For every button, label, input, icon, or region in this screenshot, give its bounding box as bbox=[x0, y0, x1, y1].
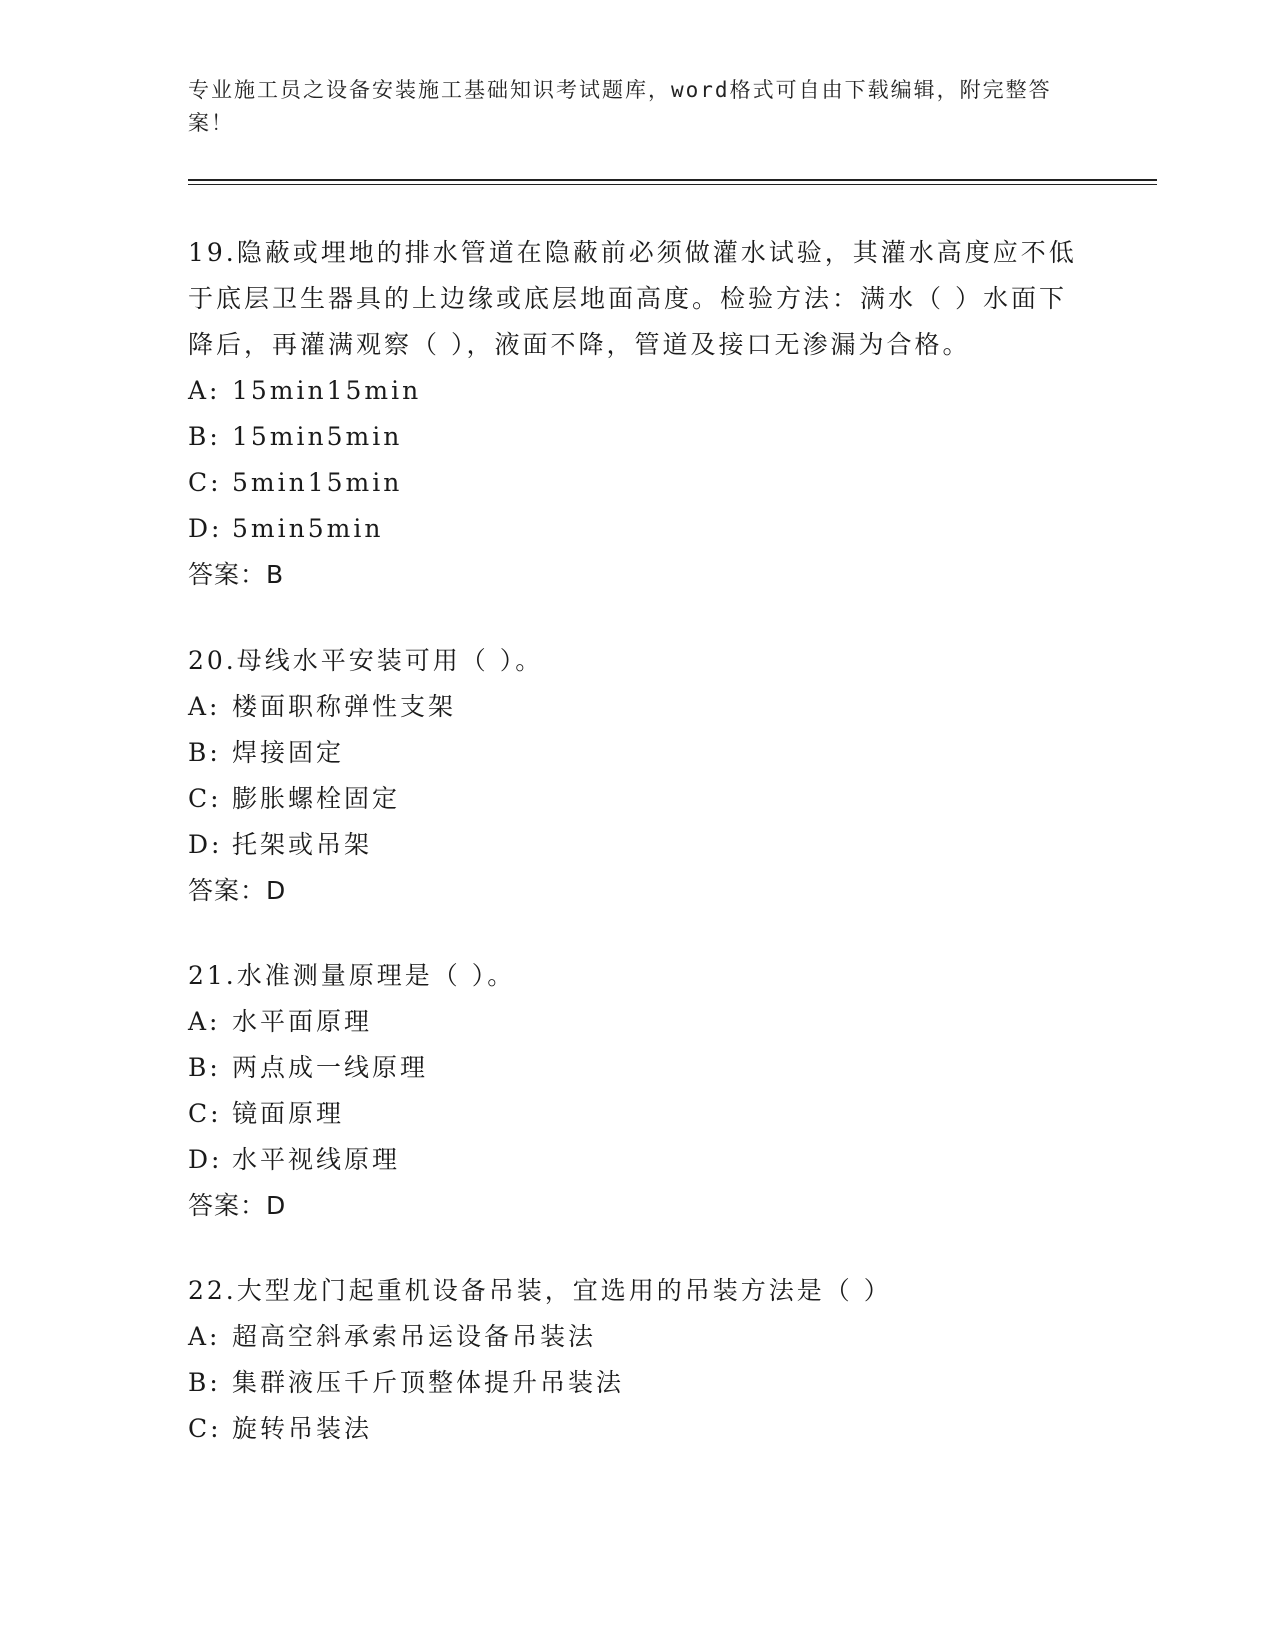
option-letter: D: bbox=[188, 1145, 223, 1174]
option-letter: D: bbox=[188, 514, 223, 543]
option-letter: B: bbox=[188, 1053, 221, 1082]
option-text: 楼面职称弹性支架 bbox=[232, 692, 457, 721]
option-letter: A: bbox=[188, 1322, 221, 1351]
question-22 bbox=[188, 1268, 1088, 1452]
option-text: 水平视线原理 bbox=[232, 1145, 401, 1174]
option-letter: A: bbox=[188, 1007, 221, 1036]
option-letter: C: bbox=[188, 784, 222, 813]
answer-line: 答案：B bbox=[188, 560, 285, 589]
question-text: 水准测量原理是（ ）。 bbox=[236, 961, 516, 990]
question-stem bbox=[188, 638, 1088, 684]
option-text: 托架或吊架 bbox=[232, 830, 373, 859]
question-20 bbox=[188, 638, 1088, 914]
option-a bbox=[188, 684, 1088, 730]
answer-line: 答案：D bbox=[188, 876, 287, 905]
question-stem bbox=[188, 230, 1088, 368]
option-letter: A: bbox=[188, 692, 221, 721]
option-text: 旋转吊装法 bbox=[232, 1414, 373, 1443]
question-text: 大型龙门起重机设备吊装，宜选用的吊装方法是（ ） bbox=[236, 1276, 892, 1305]
option-a bbox=[188, 1314, 1088, 1360]
answer-line: 答案：D bbox=[188, 1191, 287, 1220]
question-number: 22. bbox=[188, 1276, 237, 1305]
option-a bbox=[188, 999, 1088, 1045]
question-number: 19. bbox=[188, 238, 237, 267]
option-letter: C: bbox=[188, 468, 222, 497]
question-21 bbox=[188, 953, 1088, 1229]
question-text: 母线水平安装可用（ ）。 bbox=[236, 646, 544, 675]
option-b bbox=[188, 730, 1088, 776]
option-d bbox=[188, 506, 1088, 552]
question-number: 20. bbox=[188, 646, 237, 675]
header-divider-thick bbox=[188, 179, 1157, 181]
question-stem bbox=[188, 953, 1088, 999]
option-text: 水平面原理 bbox=[232, 1007, 373, 1036]
option-b bbox=[188, 414, 1088, 460]
option-letter: B: bbox=[188, 422, 221, 451]
option-text: 膨胀螺栓固定 bbox=[232, 784, 401, 813]
option-text: 镜面原理 bbox=[232, 1099, 345, 1128]
option-text: 5min15min bbox=[232, 468, 403, 497]
option-letter: D: bbox=[188, 830, 223, 859]
document-header bbox=[188, 74, 1068, 140]
option-letter: C: bbox=[188, 1414, 222, 1443]
question-stem bbox=[188, 1268, 1088, 1314]
question-text: 隐蔽或埋地的排水管道在隐蔽前必须做灌水试验，其灌水高度应不低于底层卫生器具的上边缘或底层地面高度。检验方法：满水（ ）水面下降后，再灌满观察（ ），液面不降，管道及接口无渗漏为合格。 bbox=[188, 238, 1077, 359]
question-number: 21. bbox=[188, 961, 237, 990]
option-letter: B: bbox=[188, 1368, 221, 1397]
option-b bbox=[188, 1360, 1088, 1406]
option-letter: A: bbox=[188, 376, 221, 405]
option-c bbox=[188, 1406, 1088, 1452]
option-letter: B: bbox=[188, 738, 221, 767]
option-letter: C: bbox=[188, 1099, 222, 1128]
option-text: 5min5min bbox=[232, 514, 384, 543]
header-divider-thin bbox=[188, 184, 1157, 185]
option-a bbox=[188, 368, 1088, 414]
option-text: 集群液压千斤顶整体提升吊装法 bbox=[232, 1368, 625, 1397]
option-b bbox=[188, 1045, 1088, 1091]
option-d bbox=[188, 1137, 1088, 1183]
option-text: 两点成一线原理 bbox=[232, 1053, 429, 1082]
option-d bbox=[188, 822, 1088, 868]
option-text: 超高空斜承索吊运设备吊装法 bbox=[232, 1322, 597, 1351]
question-19 bbox=[188, 230, 1088, 598]
option-text: 焊接固定 bbox=[232, 738, 345, 767]
option-c bbox=[188, 460, 1088, 506]
option-c bbox=[188, 776, 1088, 822]
option-c bbox=[188, 1091, 1088, 1137]
option-text: 15min5min bbox=[232, 422, 403, 451]
option-text: 15min15min bbox=[232, 376, 422, 405]
header-text: 专业施工员之设备安装施工基础知识考试题库，word格式可自由下载编辑，附完整答案！ bbox=[188, 78, 1052, 135]
